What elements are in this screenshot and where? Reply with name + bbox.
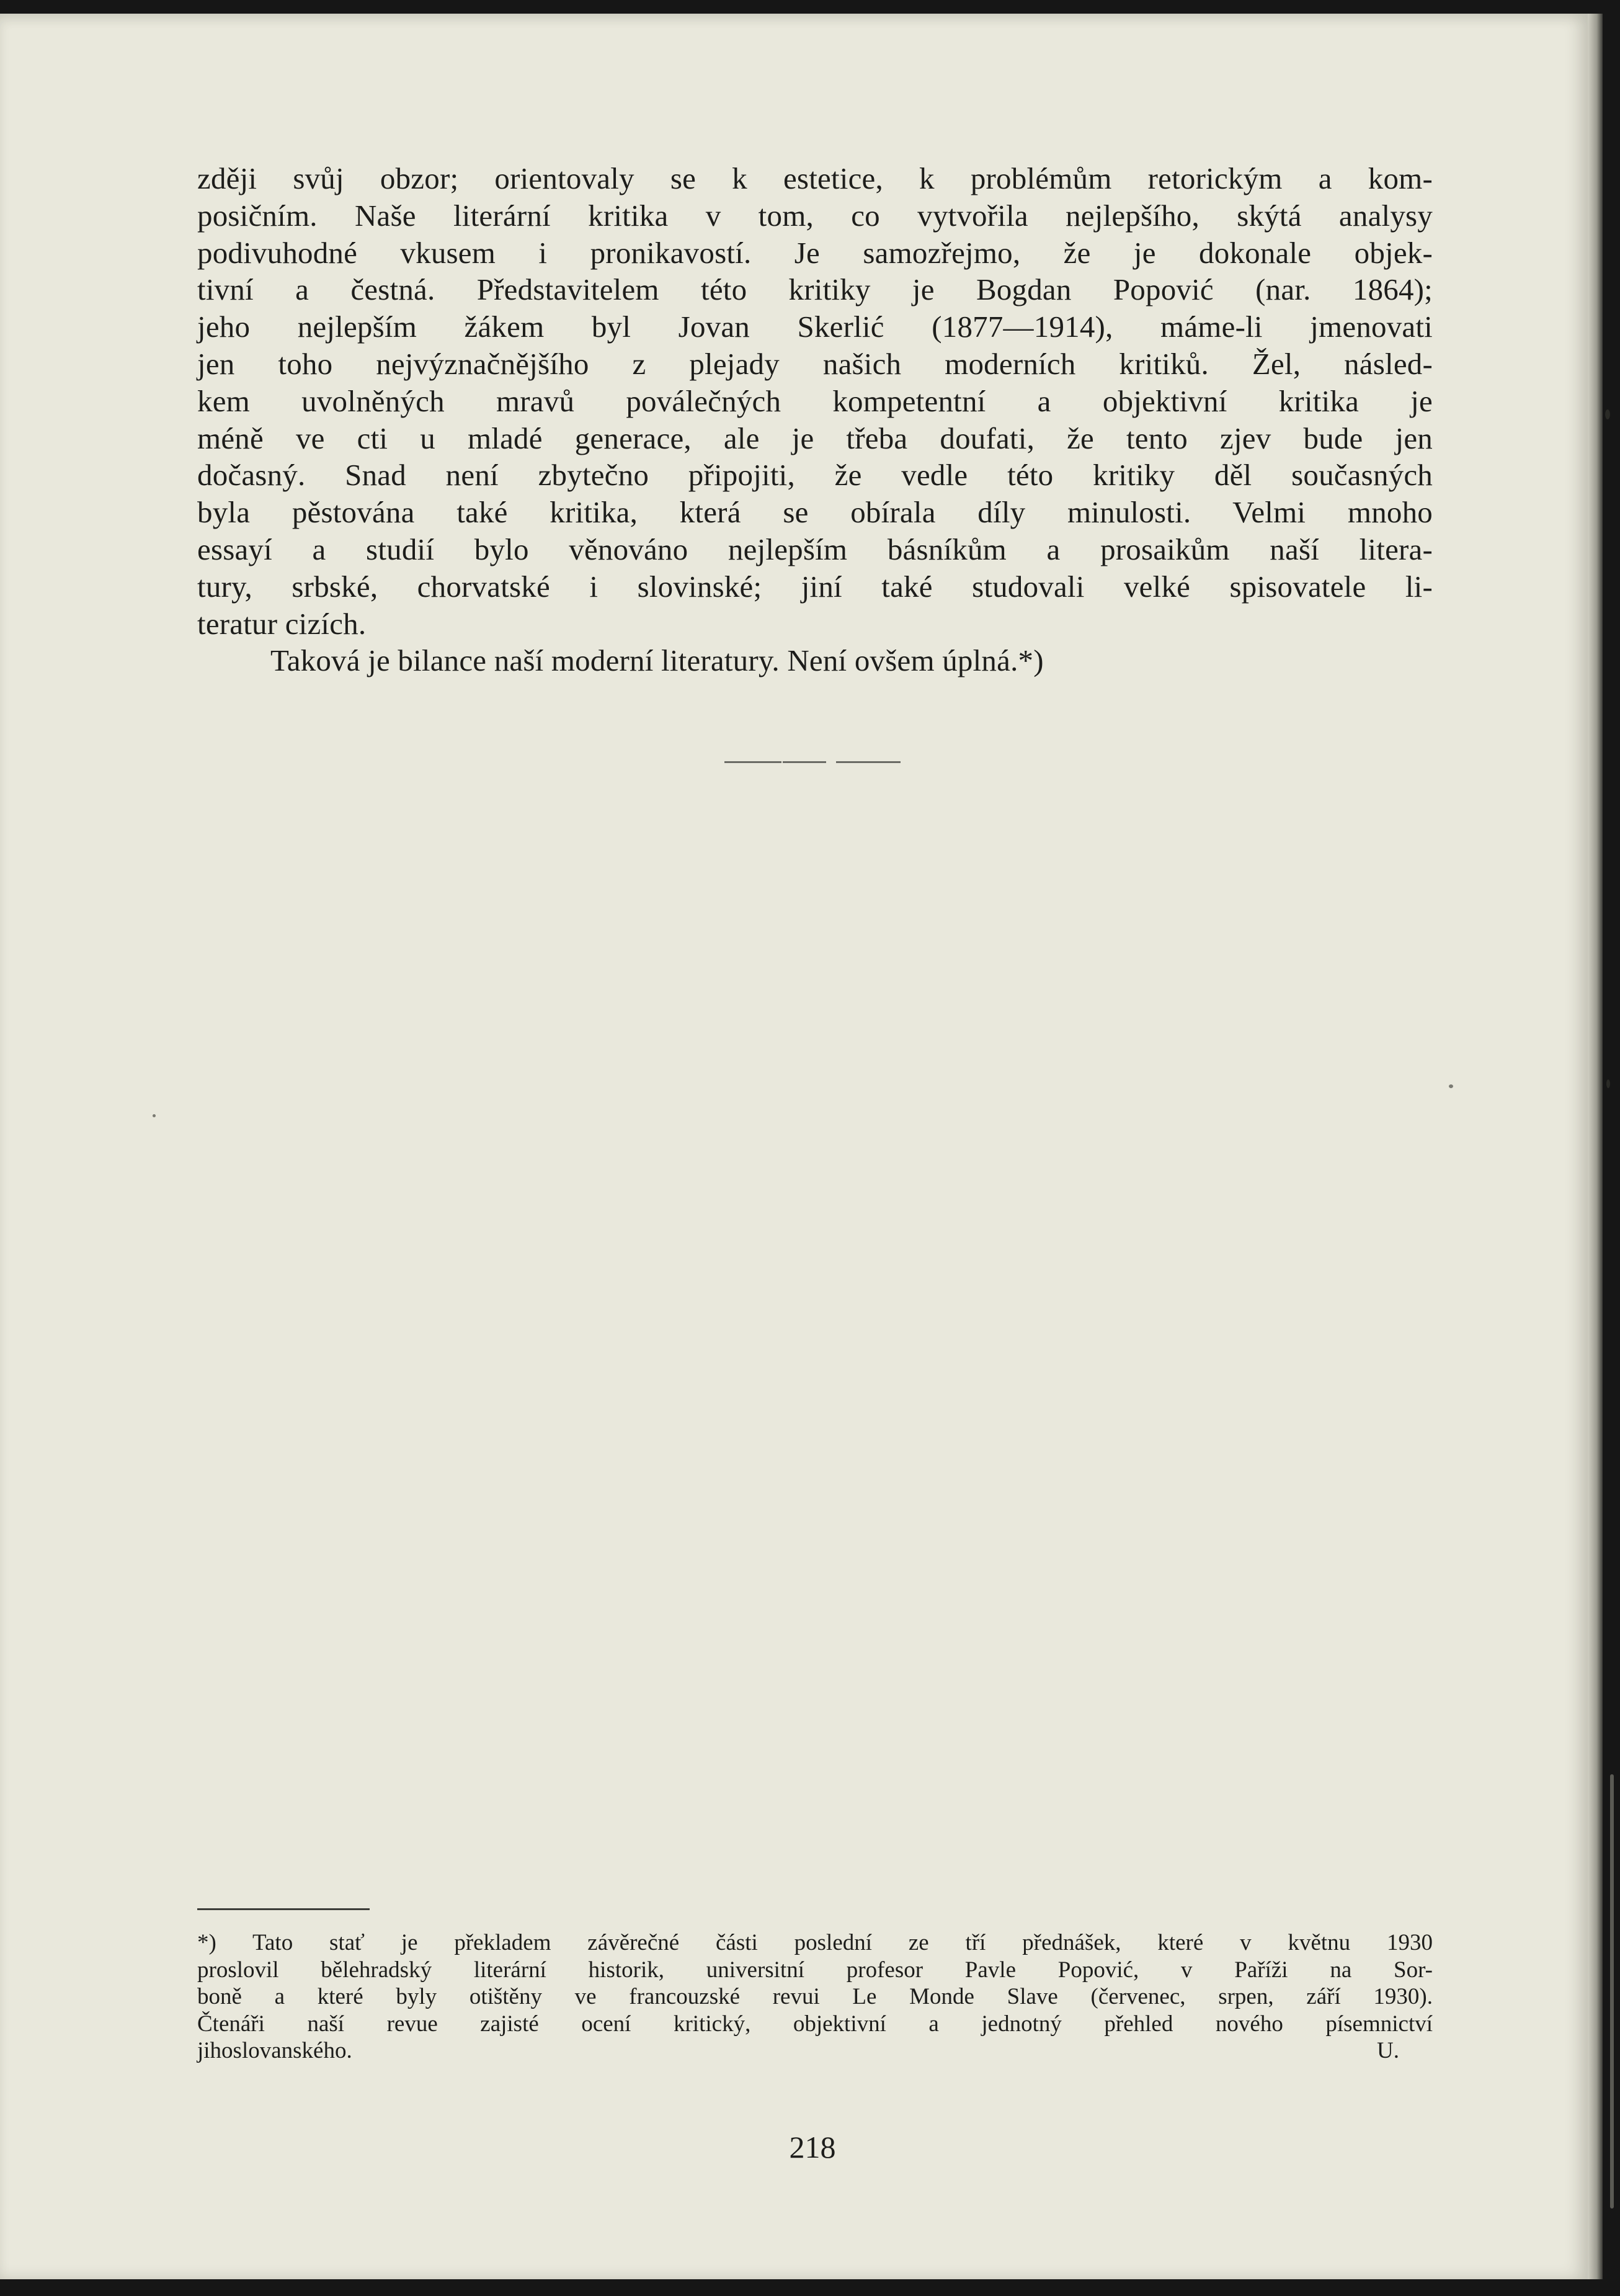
section-separator-dash [783,761,826,763]
footnote-rule [197,1908,370,1910]
body-line: méně ve cti u mladé generace, ale je třeba doufati, že tento zjev bude jen [197,421,1433,455]
footnote [197,1929,1433,2065]
body-line: tivní a čestná. Představitelem této kritiky je Bogdan Popović (nar. 1864); [197,272,1433,307]
body-line: podivuhodné vkusem i pronikavostí. Je samozřejmo, že je dokonale objek- [197,235,1433,270]
body-line: jen toho nejvýznačnějšího z plejady našich moderních kritiků. Žel, násled- [197,346,1433,381]
scan-speck [153,1114,156,1117]
footnote-line: jihoslovanského. [197,2038,352,2063]
scan-speck [1610,1774,1614,2209]
footnote-line: Čtenáři naší revue zajisté ocení kritický, objektivní a jednotný přehled nového písemnictví [197,2011,1433,2037]
footnote-line: boně a které byly otištěny ve francouzské revui Le Monde Slave (červenec, srpen, září 1930). [197,1984,1433,2009]
section-separator-dash [724,761,781,763]
footnote-line: proslovil bělehradský literární historik, universitní profesor Pavle Popović, v Paříži na Sor- [197,1957,1433,1983]
footnote-last-line [197,2037,1433,2065]
body-line: zději svůj obzor; orientovaly se k estetice, k problémům retorickým a kom- [197,161,1433,195]
scan-speck [1605,409,1610,419]
page-number: 218 [789,2130,836,2164]
body-line: essayí a studií bylo věnováno nejlepším básníkům a prosaikům naší litera- [197,532,1433,566]
body-line: dočasný. Snad není zbytečno připojiti, že vedle této kritiky děl současných [197,458,1433,493]
body-line: jeho nejlepším žákem byl Jovan Skerlić (1877—1914), máme-li jmenovati [197,310,1433,344]
body-line: byla pěstována také kritika, která se obírala díly minulosti. Velmi mnoho [197,495,1433,530]
scan-speck [1606,1079,1610,1088]
body-line: tury, srbské, chorvatské i slovinské; jiní také studovali velké spisovatele li- [197,569,1433,604]
footnote-line: *) Tato stať je překladem závěrečné části poslední ze tří přednášek, které v květnu 1930 [197,1930,1433,1955]
footnote-signature: U. [1377,2038,1399,2063]
page-edge [1588,14,1603,2279]
scan-speck [1449,1084,1453,1088]
body-line: posičním. Naše literární kritika v tom, co vytvořila nejlepšího, skýtá analysy [197,198,1433,233]
body-line: kem uvolněných mravů poválečných kompetentní a objektivní kritika je [197,383,1433,418]
closing-line: Taková je bilance naší moderní literatury. Není ovšem úplná.*) [270,643,1044,678]
body-line: teratur cizích. [197,606,367,641]
body-text [197,160,1433,679]
section-separator-dash [836,761,901,763]
